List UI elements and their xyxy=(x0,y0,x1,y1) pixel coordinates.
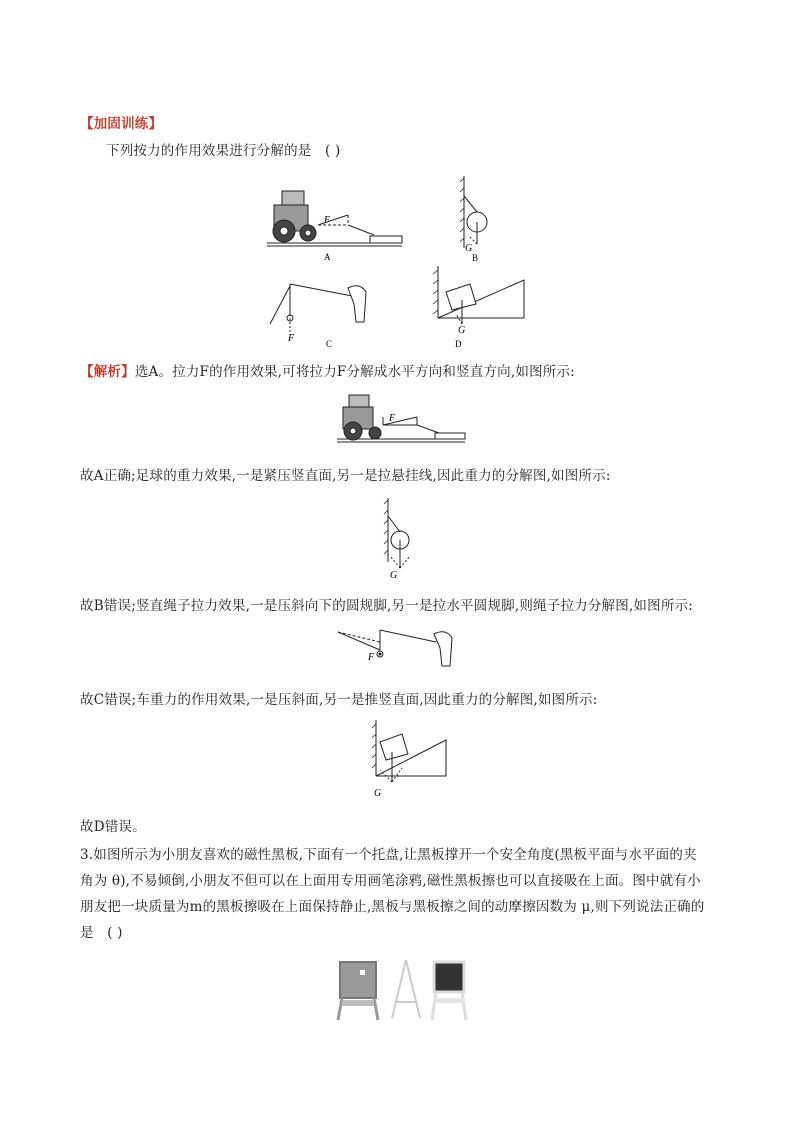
q3-line-3: 朋友把一块质量为m的黑板擦吸在上面保持静止,黑板与黑板擦之间的动摩擦因数为 μ,则下列说法正确的 xyxy=(80,899,705,915)
label-g-b: G xyxy=(465,243,473,254)
figure-d-incline xyxy=(428,264,530,350)
figure-chalkboards xyxy=(334,958,474,1024)
analysis-label-g-b: G xyxy=(390,570,398,581)
analysis-line-1: 【解析】选A。拉力F的作用效果,可将拉力F分解成水平方向和竖直方向,如图所示: xyxy=(80,364,575,380)
question-intro: 下列按力的作用效果进行分解的是 ( ) xyxy=(106,143,341,159)
analysis-figure-b xyxy=(380,494,420,582)
chalkboard-black xyxy=(432,962,466,1020)
figure-c-compass xyxy=(268,276,378,350)
figure-a-tractor xyxy=(262,183,407,263)
analysis-label-f-a: F xyxy=(389,413,396,424)
option-label-d: D xyxy=(455,339,462,349)
chalkboard-frame xyxy=(392,960,420,1018)
analysis-line-2: 故A正确;足球的重力效果,一是紧压竖直面,另一是拉悬挂线,因此重力的分解图,如图所示: xyxy=(80,468,611,484)
label-g-d: G xyxy=(458,325,466,336)
analysis-figure-d xyxy=(368,718,450,800)
analysis-line-3: 故B错误;竖直绳子拉力效果,一是压斜向下的圆规脚,另一是拉水平圆规脚,则绳子拉力分解图,如图所示: xyxy=(80,598,693,614)
q3-line-4: 是 ( ) xyxy=(80,925,123,941)
analysis-label-f-c: F xyxy=(368,652,375,663)
option-label-c: C xyxy=(326,339,333,349)
option-label-b: B xyxy=(472,253,479,263)
section-heading: 【加固训练】 xyxy=(80,116,163,132)
analysis-figure-c xyxy=(336,626,460,676)
q3-line-1: 3.如图所示为小朋友喜欢的磁性黑板,下面有一个托盘,让黑板撑开一个安全角度(黑板平面与水平面的夹 xyxy=(80,847,697,863)
q3-line-2: 角为 θ),不易倾倒,小朋友不但可以在上面用专用画笔涂鸦,磁性黑板擦也可以直接吸在上面。图中就有小 xyxy=(80,873,701,889)
analysis-figure-a xyxy=(335,393,467,447)
chalkboard-gray xyxy=(338,962,378,1020)
option-label-a: A xyxy=(324,252,331,262)
analysis-line-4: 故C错误;车重力的作用效果,一是压斜面,另一是推竖直面,因此重力的分解图,如图所示: xyxy=(80,692,598,708)
analysis-line-5: 故D错误。 xyxy=(80,819,146,835)
label-f-a: F xyxy=(324,215,331,226)
analysis-label-g-d: G xyxy=(374,788,382,799)
figure-b-ball xyxy=(455,172,505,264)
label-f-c: F xyxy=(288,333,295,344)
